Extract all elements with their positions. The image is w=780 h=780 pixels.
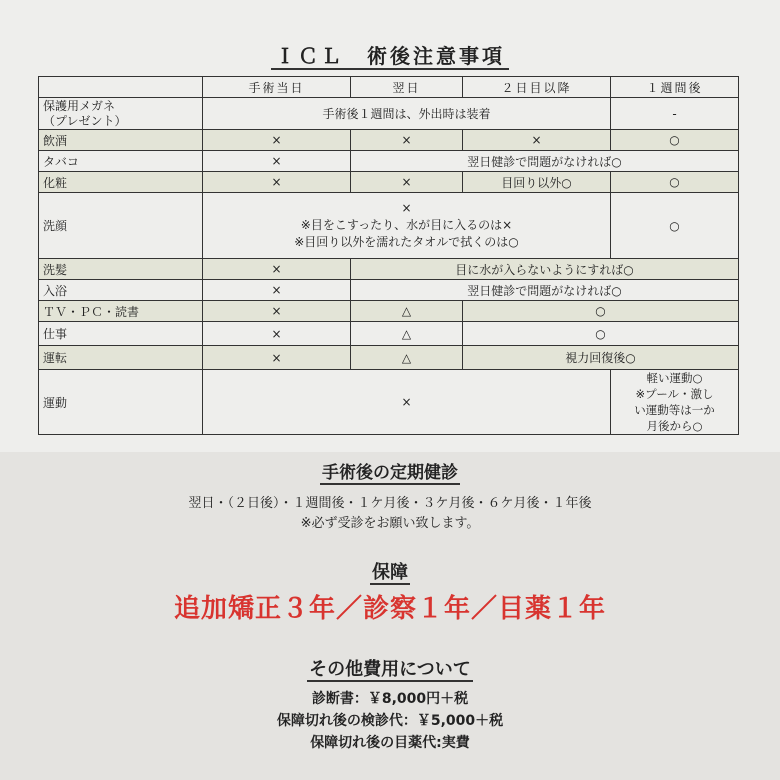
cell-makeup-w1: ○ bbox=[611, 172, 739, 193]
row-label-drive: 運転 bbox=[39, 346, 203, 370]
fee-item-checkup: 保障切れ後の検診代：￥5,000＋税 bbox=[276, 713, 504, 729]
cell-drive-span: 視力回復後○ bbox=[463, 346, 739, 370]
row-label-work: 仕事 bbox=[39, 322, 203, 346]
cell-tv-d0: × bbox=[203, 301, 351, 322]
checkup-note: ※必ず受診をお願い致します。 bbox=[300, 516, 480, 531]
table-row bbox=[39, 193, 739, 259]
table-row bbox=[39, 98, 739, 130]
cell-hair-d0: × bbox=[203, 259, 351, 280]
table-row bbox=[39, 151, 739, 172]
table-row bbox=[39, 280, 739, 301]
fee-item-certificate: 診断書：￥8,000円＋税 bbox=[311, 691, 469, 707]
cell-bath-d0: × bbox=[203, 280, 351, 301]
cell-face-w1: ○ bbox=[611, 193, 739, 259]
checkup-schedule: 翌日・（２日後）・１週間後・１ケ月後・３ケ月後・６ケ月後・１年後 bbox=[188, 496, 592, 511]
cell-glasses-span: 手術後１週間は、外出時は装着 bbox=[203, 98, 611, 130]
page-title: ＩＣＬ 術後注意事項 bbox=[0, 40, 780, 69]
row-label-tobacco: タバコ bbox=[39, 151, 203, 172]
cell-bath-span: 翌日健診で問題がなければ○ bbox=[351, 280, 739, 301]
cell-tobacco-d0: × bbox=[203, 151, 351, 172]
cell-makeup-d2: 目回り以外○ bbox=[463, 172, 611, 193]
cell-makeup-d0: × bbox=[203, 172, 351, 193]
checkup-title: 手術後の定期健診 bbox=[322, 463, 458, 483]
header-blank bbox=[39, 77, 203, 98]
cell-work-span: ○ bbox=[463, 322, 739, 346]
table-header-row bbox=[39, 77, 739, 98]
cell-work-d1: △ bbox=[351, 322, 463, 346]
table-row bbox=[39, 301, 739, 322]
header-day2: ２日目以降 bbox=[463, 77, 611, 98]
fee-item-eyedrops: 保障切れ後の目薬代:実費 bbox=[310, 735, 470, 751]
cell-exercise-w1: 軽い運動○ ※プール・激し い運動等は一か 月後から○ bbox=[611, 370, 739, 435]
cell-drive-d1: △ bbox=[351, 346, 463, 370]
table-row bbox=[39, 370, 739, 435]
header-day0: 手術当日 bbox=[203, 77, 351, 98]
table-row bbox=[39, 130, 739, 151]
cell-alcohol-d1: × bbox=[351, 130, 463, 151]
cell-alcohol-d2: × bbox=[463, 130, 611, 151]
row-label-makeup: 化粧 bbox=[39, 172, 203, 193]
row-label-bath: 入浴 bbox=[39, 280, 203, 301]
cell-tv-span: ○ bbox=[463, 301, 739, 322]
cell-face-span: × ※目をこすったり、水が目に入るのは× ※目回り以外を濡れたタオルで拭くのは○ bbox=[203, 193, 611, 259]
row-label-alcohol: 飲酒 bbox=[39, 130, 203, 151]
warranty-title: 保障 bbox=[372, 562, 408, 583]
cell-tv-d1: △ bbox=[351, 301, 463, 322]
cell-hair-span: 目に水が入らないようにすれば○ bbox=[351, 259, 739, 280]
cell-exercise-span: × bbox=[203, 370, 611, 435]
table-row bbox=[39, 322, 739, 346]
cell-makeup-d1: × bbox=[351, 172, 463, 193]
cell-alcohol-w1: ○ bbox=[611, 130, 739, 151]
row-label-exercise: 運動 bbox=[39, 370, 203, 435]
table-row bbox=[39, 259, 739, 280]
cell-glasses-w1: - bbox=[611, 98, 739, 130]
fees-title: その他費用について bbox=[309, 659, 471, 680]
row-label-tv: ＴＶ・ＰＣ・読書 bbox=[39, 301, 203, 322]
header-week1: １週間後 bbox=[611, 77, 739, 98]
table-row bbox=[39, 172, 739, 193]
cell-tobacco-span: 翌日健診で問題がなければ○ bbox=[351, 151, 739, 172]
warranty-text: 追加矯正３年／診察１年／目薬１年 bbox=[173, 594, 606, 624]
row-label-glasses: 保護用メガネ （プレゼント） bbox=[39, 98, 203, 130]
header-day1: 翌日 bbox=[351, 77, 463, 98]
row-label-hair: 洗髪 bbox=[39, 259, 203, 280]
cell-drive-d0: × bbox=[203, 346, 351, 370]
cell-alcohol-d0: × bbox=[203, 130, 351, 151]
cell-work-d0: × bbox=[203, 322, 351, 346]
row-label-face: 洗顔 bbox=[39, 193, 203, 259]
table-row bbox=[39, 346, 739, 370]
post-op-table bbox=[38, 76, 739, 435]
